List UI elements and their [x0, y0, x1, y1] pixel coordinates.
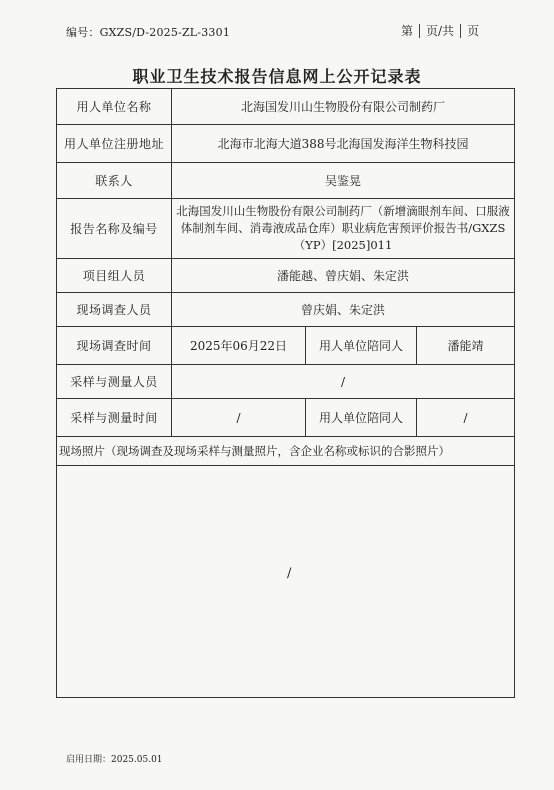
record-table: [56, 88, 515, 698]
sampling-staff-label: 采样与测量人员: [57, 365, 172, 399]
row-report: [57, 199, 515, 259]
employer-address-value: 北海市北海大道388号北海国发海洋生物科技园: [172, 125, 515, 163]
sampling-time-label: 采样与测量时间: [57, 399, 172, 437]
team-label: 项目组人员: [57, 259, 172, 293]
row-sampling-time: [57, 399, 515, 437]
photos-header: 现场照片（现场调查及现场采样与测量照片，含企业名称或标识的合影照片）: [57, 437, 515, 466]
report-value: 北海国发川山生物股份有限公司制药厂（新增滴眼剂车间、口服液体制剂车间、消毒液成品仓库）职业病危害预评价报告书/GXZS（YP）[2025]011: [172, 199, 515, 259]
page-middle: 页/共: [426, 24, 455, 38]
row-sampling-staff: [57, 365, 515, 399]
row-photos-area: [57, 466, 515, 698]
survey-escort-value: 潘能靖: [417, 327, 515, 365]
page-total-blank: [460, 24, 461, 38]
employer-name-value: 北海国发川山生物股份有限公司制药厂: [172, 89, 515, 125]
contact-value: 吴鉴晃: [172, 163, 515, 199]
photos-area: [57, 466, 515, 698]
survey-time-value: 2025年06月22日: [172, 327, 306, 365]
survey-time-label: 现场调查时间: [57, 327, 172, 365]
sampling-escort-label: 用人单位陪同人: [306, 399, 417, 437]
sampling-escort-value: /: [417, 399, 515, 437]
investigators-value: 曾庆娟、朱定洪: [172, 293, 515, 327]
survey-escort-label: 用人单位陪同人: [306, 327, 417, 365]
row-survey-time: [57, 327, 515, 365]
sampling-staff-value: /: [172, 365, 515, 399]
sampling-time-value: /: [172, 399, 306, 437]
page-indicator: [401, 22, 479, 39]
page-suffix: 页: [467, 24, 480, 38]
contact-label: 联系人: [57, 163, 172, 199]
employer-address-label: 用人单位注册地址: [57, 125, 172, 163]
investigators-label: 现场调查人员: [57, 293, 172, 327]
row-employer-name: [57, 89, 515, 125]
page-title: 职业卫生技术报告信息网上公开记录表: [132, 67, 422, 86]
row-team: [57, 259, 515, 293]
employer-name-label: 用人单位名称: [57, 89, 172, 125]
document-number: 编号：GXZS/D-2025-ZL-3301: [66, 26, 231, 39]
enable-date: 启用日期：2025.05.01: [66, 755, 163, 765]
row-employer-address: [57, 125, 515, 163]
team-value: 潘能越、曾庆娟、朱定洪: [172, 259, 515, 293]
row-contact: [57, 163, 515, 199]
report-label: 报告名称及编号: [57, 199, 172, 259]
photos-value: /: [287, 566, 292, 581]
page-prefix: 第: [401, 24, 414, 38]
row-investigators: [57, 293, 515, 327]
page-number-blank: [419, 24, 420, 38]
row-photos-header: [57, 437, 515, 466]
